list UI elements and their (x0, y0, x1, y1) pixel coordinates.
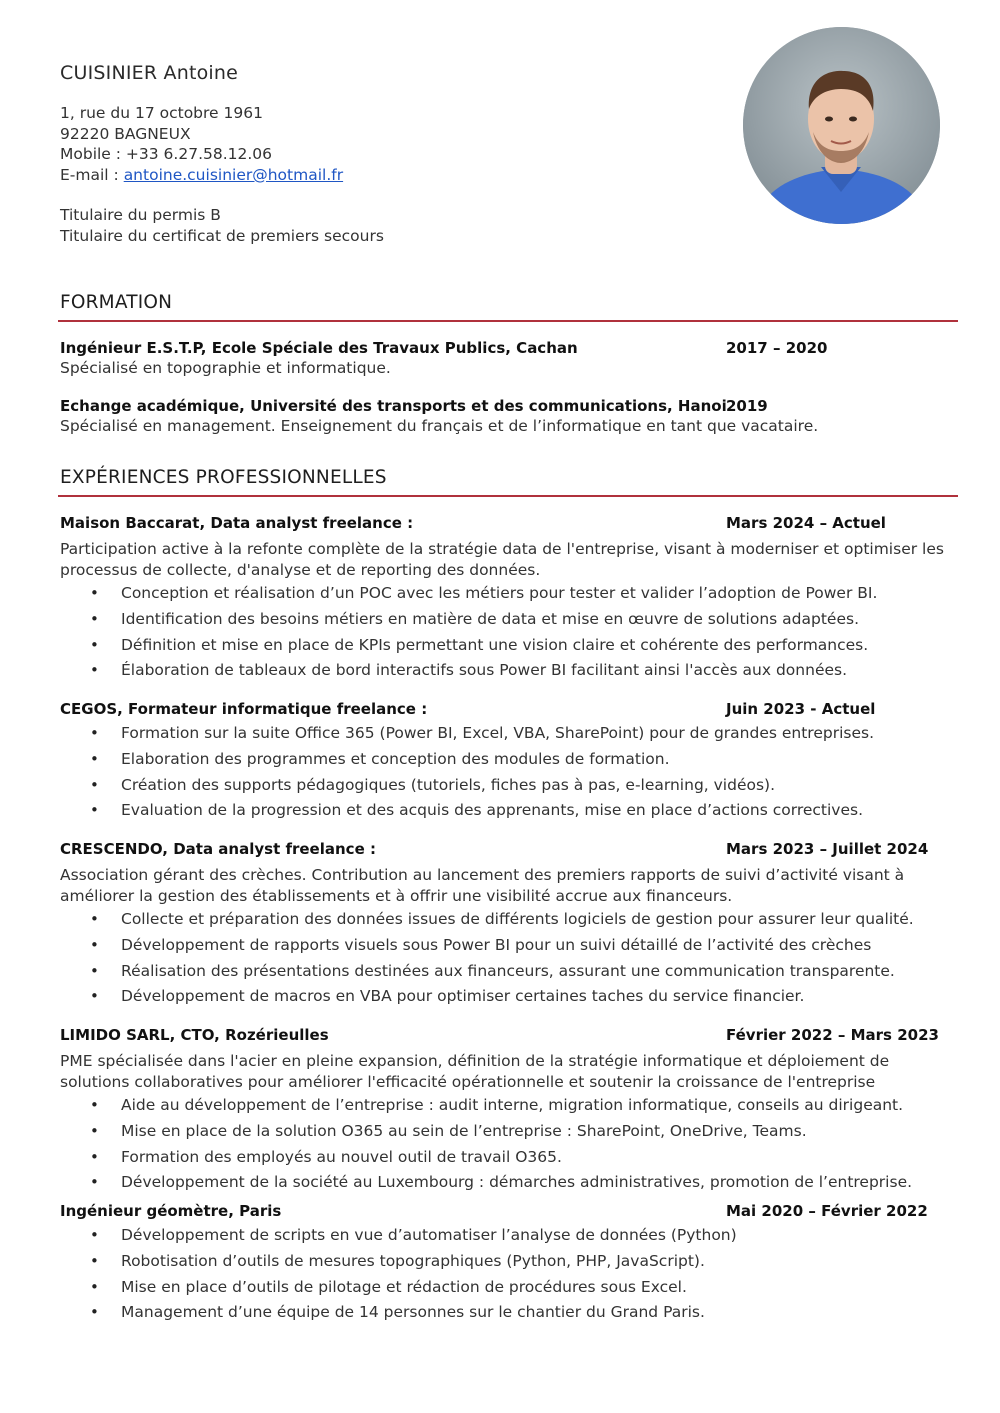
job-description: Participation active à la refonte complète de la stratégie data de l'entreprise, visant à moderniser et optimiser les processus de collecte, d'analyse et de reporting des données. (60, 540, 944, 579)
experience-heading: EXPÉRIENCES PROFESSIONNELLES (60, 467, 387, 488)
job-bullet: • Aide au développement de l’entreprise : audit interne, migration informatique, conseils au dirigeant. (0, 1093, 912, 1119)
job-bullet: • Robotisation d’outils de mesures topographiques (Python, PHP, JavaScript). (0, 1249, 737, 1275)
certifications-block (60, 205, 384, 247)
job-bullet: • Développement de rapports visuels sous Power BI pour un suivi détaillé de l’activité des crèches (0, 933, 914, 959)
driving-license: Titulaire du permis B (60, 206, 221, 224)
job-bullet-list (0, 581, 877, 684)
job-bullet: • Mise en place d’outils de pilotage et rédaction de procédures sous Excel. (0, 1275, 737, 1301)
job-title: CRESCENDO, Data analyst freelance : (60, 840, 376, 858)
first-aid-certificate: Titulaire du certificat de premiers secours (60, 227, 384, 245)
job-date: Mars 2024 – Actuel (726, 514, 886, 532)
job-date: Juin 2023 - Actuel (726, 700, 876, 718)
email-row (60, 165, 343, 186)
address-line-1: 1, rue du 17 octobre 1961 (60, 104, 263, 122)
email-label: E-mail : (60, 165, 124, 184)
job-bullet-list (0, 907, 914, 1010)
job-description: PME spécialisée dans l'acier en pleine expansion, définition de la stratégie informatique et déploiement de solutions collaboratives pour améliorer l'efficacité opérationnelle et soutenir la croissance de l'entreprise (60, 1052, 890, 1091)
section-divider (58, 320, 958, 322)
job-bullet: • Développement de la société au Luxembourg : démarches administratives, promotion de l’entreprise. (0, 1170, 912, 1196)
job-bullet: • Formation des employés au nouvel outil de travail O365. (0, 1145, 912, 1171)
job-title: CEGOS, Formateur informatique freelance : (60, 700, 428, 718)
job-bullet: • Élaboration de tableaux de bord interactifs sous Power BI facilitant ainsi l'accès aux données. (0, 658, 877, 684)
formation-title: Ingénieur E.S.T.P, Ecole Spéciale des Travaux Publics, Cachan (60, 339, 578, 357)
formation-description: Spécialisé en management. Enseignement du français et de l’informatique en tant que vacataire. (60, 417, 819, 435)
job-bullet: • Développement de macros en VBA pour optimiser certaines taches du service financier. (0, 984, 914, 1010)
job-bullet: • Evaluation de la progression et des acquis des apprenants, mise en place d’actions correctives. (0, 798, 874, 824)
job-bullet-list (0, 1093, 912, 1196)
formation-description: Spécialisé en topographie et informatique. (60, 359, 391, 377)
job-bullet: • Formation sur la suite Office 365 (Power BI, Excel, VBA, SharePoint) pour de grandes entreprises. (0, 721, 874, 747)
job-bullet: • Management d’une équipe de 14 personnes sur le chantier du Grand Paris. (0, 1300, 737, 1326)
formation-heading: FORMATION (60, 292, 173, 313)
profile-photo (743, 27, 940, 224)
job-bullet: • Réalisation des présentations destinées aux financeurs, assurant une communication transparente. (0, 959, 914, 985)
formation-date: 2017 – 2020 (726, 339, 828, 357)
job-bullet: • Définition et mise en place de KPIs permettant une vision claire et cohérente des performances. (0, 633, 877, 659)
formation-date: 2019 (726, 397, 768, 415)
job-date: Février 2022 – Mars 2023 (726, 1026, 939, 1044)
job-bullet: • Développement de scripts en vue d’automatiser l’analyse de données (Python) (0, 1223, 737, 1249)
job-bullet: • Identification des besoins métiers en matière de data et mise en œuvre de solutions adaptées. (0, 607, 877, 633)
job-bullet-list (0, 721, 874, 824)
contact-block (60, 103, 343, 185)
job-bullet-list (0, 1223, 737, 1326)
job-bullet: • Conception et réalisation d’un POC avec les métiers pour tester et valider l’adoption de Power BI. (0, 581, 877, 607)
job-title: Ingénieur géomètre, Paris (60, 1202, 282, 1220)
job-date: Mars 2023 – Juillet 2024 (726, 840, 929, 858)
section-divider (58, 495, 958, 497)
job-bullet: • Mise en place de la solution O365 au sein de l’entreprise : SharePoint, OneDrive, Teams. (0, 1119, 912, 1145)
job-title: Maison Baccarat, Data analyst freelance : (60, 514, 414, 532)
mobile-number: Mobile : +33 6.27.58.12.06 (60, 145, 273, 164)
email-link[interactable]: antoine.cuisinier@hotmail.fr (123, 165, 344, 184)
formation-title: Echange académique, Université des transports et des communications, Hanoi (60, 397, 727, 415)
job-bullet: • Création des supports pédagogiques (tutoriels, fiches pas à pas, e-learning, vidéos). (0, 773, 874, 799)
job-title: LIMIDO SARL, CTO, Rozérieulles (60, 1026, 329, 1044)
job-description: Association gérant des crèches. Contribution au lancement des premiers rapports de suivi d’activité visant à améliorer la gestion des établissements et à offrir une visibilité accrue aux financeurs. (60, 866, 905, 905)
candidate-name: CUISINIER Antoine (60, 62, 239, 84)
address-line-2: 92220 BAGNEUX (60, 124, 191, 143)
job-bullet: • Elaboration des programmes et conception des modules de formation. (0, 747, 874, 773)
job-date: Mai 2020 – Février 2022 (726, 1202, 928, 1220)
job-bullet: • Collecte et préparation des données issues de différents logiciels de gestion pour assurer leur qualité. (0, 907, 914, 933)
